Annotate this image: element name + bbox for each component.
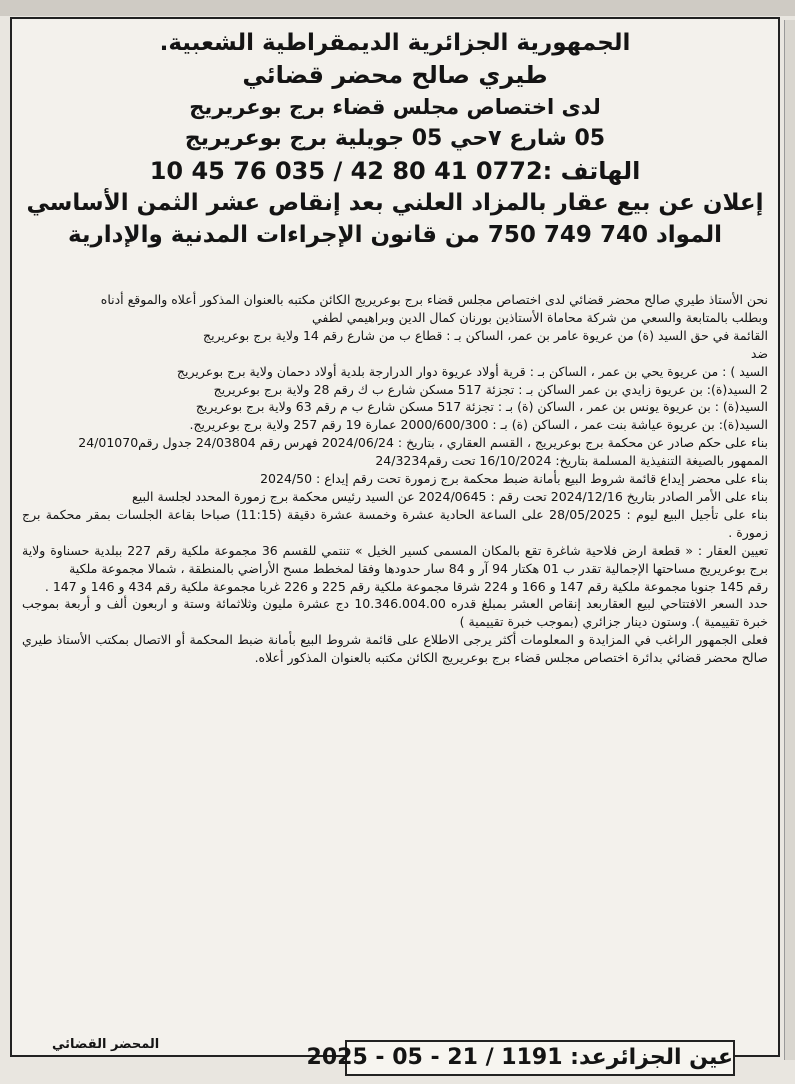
adjacent-column-edge (784, 20, 795, 1060)
paragraph: السيد(ة): بن عريوة عياشة بنت عمر ، الساكن (ة) بـ : 2000/600/300 عمارة 19 رقم 257 ولاية برج بوعريريج. (189, 417, 768, 433)
notice-header (12, 27, 778, 251)
paragraph: وبطلب بالمتابعة والسعي من شركة محاماة الأستاذين بورنان كمال الدين وبراهيمي لطفي (311, 309, 768, 325)
republic-title: الجمهورية الجزائرية الديمقراطية الشعبية. (159, 30, 631, 56)
paragraph: السيد ) : من عريوة يحي بن عمر ، الساكن بـ : قرية أولاد عريوة دوار الدرارجة بلدية أولاد دحمان ولاية برج بوعريريج (176, 363, 768, 379)
paragraph: بناء على الأمر الصادر بتاريخ 2024/12/16 تحت رقم : 2024/0645 عن السيد رئيس محكمة برج زمورة المحدد لجلسة البيع (132, 488, 768, 504)
paragraph: حدد السعر الافتتاحي لبيع العقاربعد إنقاص العشر بمبلغ قدره 10.346.004.00 دج عشرة مليون وثلاثمائة وستة و اربعون ألف و أربعة بموجب خبرة تقييمية ). وستون دينار جزائري (بموجب خبرة تقييمية ) (22, 596, 768, 630)
phone: الهاتف :0772 41 80 42 / 035 76 45 10 (149, 157, 641, 185)
signature: المحضر القضائي (52, 1037, 160, 1052)
paragraph: بناء على محضر إيداع قائمة شروط البيع بأمانة ضبط محكمة برج زمورة تحت رقم إيداع : 2024/50 (260, 471, 768, 487)
paragraph: القائمة في حق السيد (ة) من عريوة عامر بن عمر، الساكن بـ : قطاع ب من شارع رقم 14 ولاية برج بوعريريج (203, 327, 768, 343)
paragraph: رقم 145 جنوبا مجموعة ملكية رقم 147 و 166 و 224 شرقا مجموعة ملكية رقم 225 و 226 غربا مجموعة ملكية رقم 434 و 146 و 147 . (44, 578, 768, 594)
legal-articles: المواد 740 749 750 من قانون الإجراءات المدنية والإدارية (67, 222, 723, 248)
notice-body (22, 291, 768, 667)
legal-notice (10, 17, 780, 1057)
paragraph: بناء على حكم صادر عن محكمة برج بوعريريج ، القسم العقاري ، بتاريخ : 2024/06/24 فهرس رقم 24/03804 جدول رقم24/01070 (78, 435, 768, 451)
paragraph: ضد (750, 345, 768, 361)
jurisdiction: لدى اختصاص مجلس قضاء برج بوعريريج (189, 95, 601, 119)
paragraph: 2 السيد(ة): بن عريوة زايدي بن عمر الساكن بـ : تجزئة 517 مسكن شارع ب ك رقم 28 ولاية برج بوعريريج (213, 381, 768, 397)
publication-reference: عين الجزائرعد: 1191 / 21 - 05 - 2025 (345, 1040, 735, 1076)
paragraph: فعلى الجمهور الراغب في المزايدة و المعلومات أكثر يرجى الاطلاع على قائمة شروط البيع بأمانة ضبط المحكمة أو الاتصال بمكتب الأستاذ طيري صالح محضر قضائي بدائرة اختصاص مجلس قضاء برج بوعريريج الكائن مكتبه بالعنوان المذكور أعلاه. (22, 632, 768, 666)
paragraph: الممهور بالصيغة التنفيذية المسلمة بتاريخ: 16/10/2024 تحت رقم24/3234 (375, 453, 768, 469)
paragraph: نحن الأستاذ طيري صالح محضر قضائي لدى اختصاص مجلس قضاء برج بوعريريج الكائن مكتبه بالعنوان المذكور أعلاه والموقع أدناه (100, 292, 768, 307)
previous-article-strip (0, 0, 795, 16)
paragraph: بناء على تأجيل البيع ليوم : 28/05/2025 على الساعة الحادية عشرة وخمسة عشرة دقيقة (11:15) صباحا بقاعة الجلسات بمقر محكمة برج زمورة . (22, 506, 769, 540)
paragraph: السيد(ة) : بن عريوة يونس بن عمر ، الساكن (ة) بـ : تجزئة 517 مسكن شارع ب م رقم 63 ولاية برج بوعريريج (195, 399, 768, 415)
notice-title: إعلان عن بيع عقار بالمزاد العلني بعد إنقاص عشر الثمن الأساسي (26, 190, 764, 216)
paragraph: تعيين العقار : « قطعة ارض فلاحية شاغرة تقع بالمكان المسمى كسير الخيل » تنتمي للقسم 36 مجموعة ملكية رقم 227 ببلدية حسناوة ولاية برج بوعريريج مساحتها الإجمالية تقدر ب 01 هكتار 94 آر و 84 سار حدودها وفقا لمخطط مسح الأراضي بالمنطقة ، شمالا مجموعة ملكية (22, 542, 768, 576)
address: 05 شارع ٧حي 05 جويلية برج بوعريريج (184, 126, 606, 151)
bailiff-name: طيري صالح محضر قضائي (242, 61, 548, 89)
